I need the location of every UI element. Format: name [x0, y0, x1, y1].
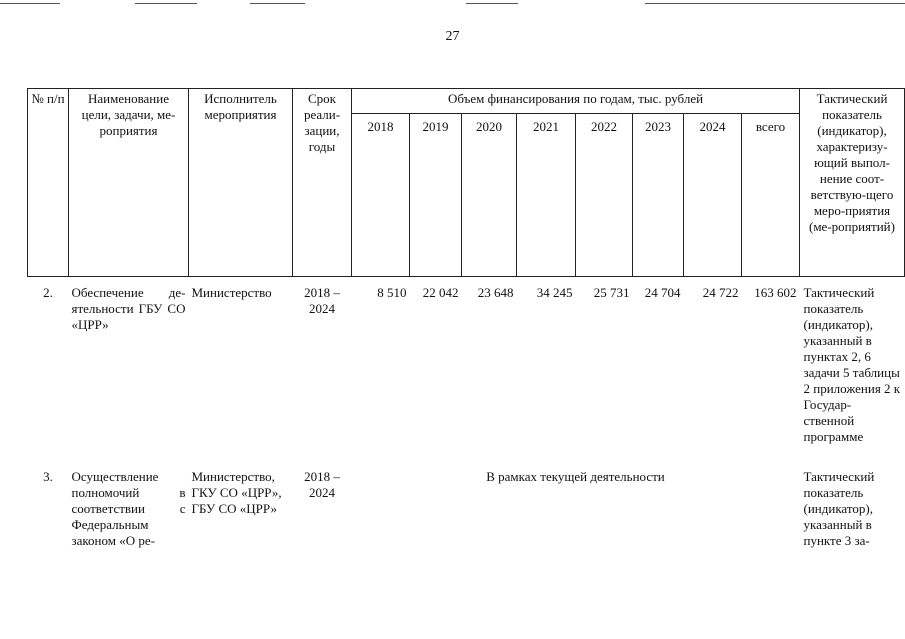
row-2-executor: Министерство [191, 285, 272, 300]
row-3-num: 3. [43, 469, 53, 484]
header-term: Срок реали-зации, годы [293, 89, 352, 277]
top-rule-5 [645, 3, 905, 4]
funding-table [27, 88, 905, 551]
row-3-term: 2018 – 2024 [304, 469, 340, 500]
header-year-2023: 2023 [633, 114, 684, 277]
top-rule-2 [135, 3, 197, 4]
row-2-value-2022: 25 731 [593, 285, 630, 300]
row-2-value-total: 163 602 [754, 285, 797, 300]
top-rule-3 [250, 3, 305, 4]
row-2-value-2018: 8 510 [377, 285, 407, 300]
page-number: 27 [445, 29, 460, 44]
header-year-2024: 2024 [684, 114, 742, 277]
header-year-2019: 2019 [410, 114, 462, 277]
header-executor: Исполнитель мероприятия [189, 89, 293, 277]
row-2-value-2020: 23 648 [477, 285, 514, 300]
row-2-value-2019: 22 042 [422, 285, 459, 300]
header-year-2022: 2022 [576, 114, 633, 277]
header-indicator: Тактический показатель (индикатор), характеризу-ющий выпол-нение соот-ветствую-щего меро-приятия (ме-роприятий) [800, 89, 905, 277]
table-row [28, 277, 905, 468]
row-2-num: 2. [43, 285, 53, 300]
row-2-term: 2018 – 2024 [304, 285, 340, 316]
top-rule-1 [0, 3, 60, 4]
header-funding: Объем финансирования по годам, тыс. рублей [352, 89, 800, 114]
row-2-value-2024: 24 722 [702, 285, 739, 300]
top-rule-4 [466, 3, 518, 4]
row-2-indicator: Тактический показатель (индикатор), указанный в пунктах 2, 6 задачи 5 таблицы 2 приложения 2 к Государ-ственной программе [803, 285, 901, 444]
header-name: Наименование цели, задачи, ме-роприятия [69, 89, 189, 277]
header-row-1 [28, 89, 905, 114]
row-2-name: Обеспечение де-ятельности ГБУ СО «ЦРР» [71, 285, 186, 332]
row-2-value-2023: 24 704 [644, 285, 681, 300]
header-year-2020: 2020 [462, 114, 517, 277]
row-2-value-2021: 34 245 [536, 285, 573, 300]
table-row [28, 467, 905, 551]
header-year-total: всего [742, 114, 800, 277]
row-3-name: Осуществление полномочий в соответствии с Федеральным законом «О ре- [71, 469, 186, 548]
header-year-2018: 2018 [352, 114, 410, 277]
row-3-span-note: В рамках текущей деятельности [486, 469, 665, 484]
header-year-2021: 2021 [517, 114, 576, 277]
header-num: № п/п [28, 89, 69, 277]
row-3-indicator: Тактический показатель (индикатор), указанный в пункте 3 за- [803, 469, 875, 548]
row-3-executor: Министерство, ГКУ СО «ЦРР», ГБУ СО «ЦРР» [191, 469, 282, 516]
